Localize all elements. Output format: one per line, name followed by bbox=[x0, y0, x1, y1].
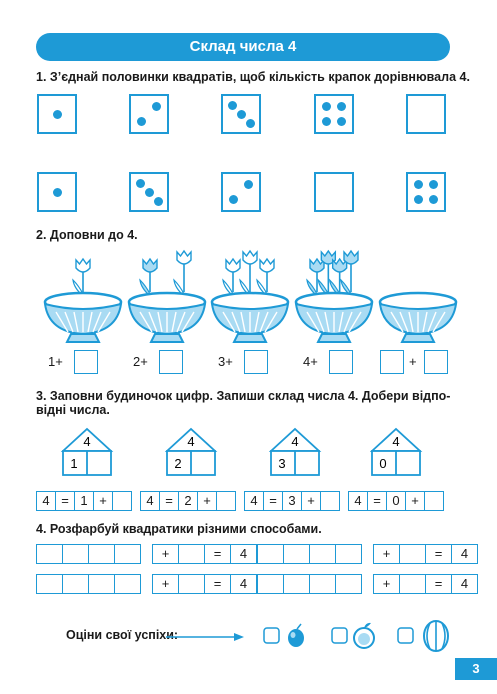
coloring-cell: = bbox=[425, 544, 452, 564]
bowl bbox=[129, 251, 205, 342]
equation-cell: + bbox=[93, 491, 113, 511]
dice-square[interactable] bbox=[129, 172, 169, 212]
house-roof-number: 4 bbox=[392, 434, 400, 449]
house-left-number: 3 bbox=[278, 456, 286, 471]
task-3-heading bbox=[36, 389, 456, 417]
dot bbox=[337, 102, 346, 111]
dot bbox=[414, 195, 423, 204]
plus-label: 4+ bbox=[303, 354, 318, 369]
coloring-cell: + bbox=[152, 574, 179, 594]
coloring-cell[interactable] bbox=[62, 574, 89, 594]
dice-square[interactable] bbox=[221, 172, 261, 212]
number-house bbox=[165, 427, 219, 479]
coloring-cell: = bbox=[204, 574, 231, 594]
coloring-cell[interactable] bbox=[62, 544, 89, 564]
dice-square[interactable] bbox=[314, 94, 354, 134]
dot bbox=[145, 188, 154, 197]
coloring-cell[interactable] bbox=[114, 574, 141, 594]
equation-cell: 4 bbox=[140, 491, 160, 511]
equation-cell: + bbox=[405, 491, 425, 511]
equation-cell: 4 bbox=[348, 491, 368, 511]
plus-label: 2+ bbox=[133, 354, 148, 369]
coloring-cell: = bbox=[204, 544, 231, 564]
coloring-cell[interactable] bbox=[257, 574, 284, 594]
dot bbox=[429, 180, 438, 189]
coloring-cell[interactable] bbox=[257, 544, 284, 564]
dot bbox=[246, 119, 255, 128]
answer-box[interactable] bbox=[380, 350, 404, 374]
house-left-number: 2 bbox=[174, 456, 182, 471]
dot bbox=[228, 101, 237, 110]
eval-checkbox-1[interactable] bbox=[264, 628, 279, 643]
coloring-cell[interactable] bbox=[283, 574, 310, 594]
answer-box[interactable] bbox=[74, 350, 98, 374]
equation-cell: 4 bbox=[244, 491, 264, 511]
dot bbox=[414, 180, 423, 189]
dice-square[interactable] bbox=[314, 172, 354, 212]
apple-icon bbox=[354, 623, 374, 648]
task-3-line-1: 3. Заповни будиночок цифр. Запиши склад числа 4. Добери відпо- bbox=[36, 389, 451, 403]
dice-square[interactable] bbox=[129, 94, 169, 134]
answer-box[interactable] bbox=[244, 350, 268, 374]
coloring-cell[interactable] bbox=[335, 544, 362, 564]
equation-cell[interactable] bbox=[320, 491, 340, 511]
plus-label: + bbox=[409, 354, 417, 369]
equation-cell: = bbox=[159, 491, 179, 511]
equation-cell[interactable] bbox=[424, 491, 444, 511]
equation-cell: = bbox=[367, 491, 387, 511]
bowl bbox=[45, 259, 121, 342]
dice-square[interactable] bbox=[221, 94, 261, 134]
house-roof-number: 4 bbox=[291, 434, 299, 449]
equation-cell: + bbox=[197, 491, 217, 511]
coloring-cell: 4 bbox=[451, 544, 478, 564]
coloring-cell: 4 bbox=[230, 544, 257, 564]
house-left-number: 1 bbox=[70, 456, 78, 471]
watermelon-icon bbox=[424, 621, 448, 651]
dice-square[interactable] bbox=[406, 94, 446, 134]
dot bbox=[322, 102, 331, 111]
dice-square[interactable] bbox=[37, 172, 77, 212]
plum-icon bbox=[288, 624, 304, 647]
coloring-cell: + bbox=[373, 574, 400, 594]
coloring-cell[interactable] bbox=[178, 574, 205, 594]
coloring-cell: 4 bbox=[451, 574, 478, 594]
bowl bbox=[380, 293, 456, 342]
plus-label: 1+ bbox=[48, 354, 63, 369]
house-roof-number: 4 bbox=[83, 434, 91, 449]
coloring-cell: = bbox=[425, 574, 452, 594]
task-3-line-2: відні числа. bbox=[36, 403, 110, 417]
page-title: Склад числа 4 bbox=[36, 33, 450, 61]
bowl bbox=[296, 251, 372, 342]
dice-square[interactable] bbox=[37, 94, 77, 134]
answer-box[interactable] bbox=[159, 350, 183, 374]
dot bbox=[53, 188, 62, 197]
coloring-cell[interactable] bbox=[283, 544, 310, 564]
equation-cell: 2 bbox=[178, 491, 198, 511]
arrow-icon bbox=[234, 633, 244, 641]
dot bbox=[136, 179, 145, 188]
dot bbox=[337, 117, 346, 126]
coloring-cell[interactable] bbox=[114, 544, 141, 564]
dice-square[interactable] bbox=[406, 172, 446, 212]
equation-cell[interactable] bbox=[216, 491, 236, 511]
coloring-cell[interactable] bbox=[309, 544, 336, 564]
task-1-heading: 1. З’єднай половинки квадратів, щоб кількість крапок дорівнювала 4. bbox=[36, 70, 470, 84]
dot bbox=[237, 110, 246, 119]
coloring-cell: + bbox=[152, 544, 179, 564]
coloring-cell[interactable] bbox=[178, 544, 205, 564]
equation-cell: + bbox=[301, 491, 321, 511]
coloring-cell: 4 bbox=[230, 574, 257, 594]
dot bbox=[137, 117, 146, 126]
coloring-cell: + bbox=[373, 544, 400, 564]
coloring-cell[interactable] bbox=[335, 574, 362, 594]
equation-cell: = bbox=[55, 491, 75, 511]
coloring-cell[interactable] bbox=[88, 544, 115, 564]
coloring-cell[interactable] bbox=[36, 544, 63, 564]
answer-box[interactable] bbox=[424, 350, 448, 374]
equation-cell: 0 bbox=[386, 491, 406, 511]
equation-cell: 4 bbox=[36, 491, 56, 511]
equation-cell: 1 bbox=[74, 491, 94, 511]
task-2-heading: 2. Доповни до 4. bbox=[36, 228, 138, 242]
answer-box[interactable] bbox=[329, 350, 353, 374]
flower-bowls bbox=[30, 248, 470, 348]
dot bbox=[322, 117, 331, 126]
coloring-cell[interactable] bbox=[309, 574, 336, 594]
page-number: 3 bbox=[455, 658, 497, 680]
coloring-cell[interactable] bbox=[36, 574, 63, 594]
eval-checkbox-3[interactable] bbox=[398, 628, 413, 643]
eval-checkbox-2[interactable] bbox=[332, 628, 347, 643]
task-4-heading: 4. Розфарбуй квадратики різними способами. bbox=[36, 522, 322, 536]
number-house bbox=[269, 427, 323, 479]
coloring-cell[interactable] bbox=[399, 574, 426, 594]
house-roof-number: 4 bbox=[187, 434, 195, 449]
equation-cell: 3 bbox=[282, 491, 302, 511]
house-left-number: 0 bbox=[379, 456, 387, 471]
number-house bbox=[61, 427, 115, 479]
self-eval-row bbox=[160, 620, 460, 656]
plus-label: 3+ bbox=[218, 354, 233, 369]
bowl bbox=[212, 251, 288, 342]
dot bbox=[154, 197, 163, 206]
coloring-cell[interactable] bbox=[399, 544, 426, 564]
equation-cell[interactable] bbox=[112, 491, 132, 511]
number-house bbox=[370, 427, 424, 479]
dot bbox=[53, 110, 62, 119]
dot bbox=[244, 180, 253, 189]
coloring-cell[interactable] bbox=[88, 574, 115, 594]
equation-cell: = bbox=[263, 491, 283, 511]
dot bbox=[429, 195, 438, 204]
self-eval-label: Оціни свої успіхи: bbox=[66, 628, 179, 642]
dot bbox=[229, 195, 238, 204]
dot bbox=[152, 102, 161, 111]
